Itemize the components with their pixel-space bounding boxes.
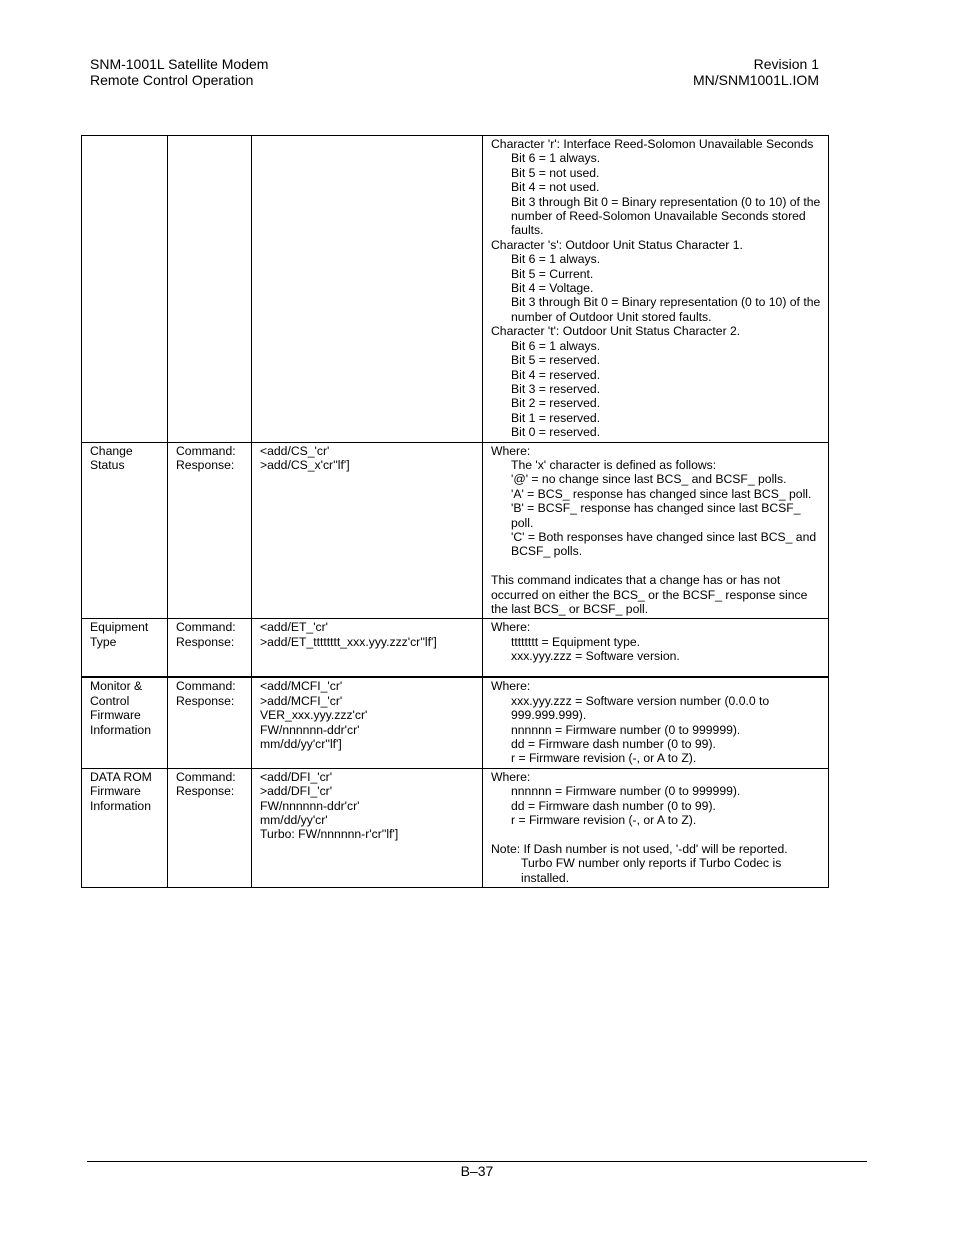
description-line: 'A' = BCS_ response has changed since last BCS_ poll. <box>511 486 812 501</box>
doc-section: Remote Control Operation <box>90 72 254 88</box>
command-syntax: <add/ET_'cr' <box>260 620 328 635</box>
description-line: xxx.yyy.zzz = Software version number (0.0.0 to 999.999.999). <box>511 693 770 723</box>
syntax-cell <box>252 619 483 678</box>
description-line: nnnnnn = Firmware number (0 to 999999). <box>511 784 741 799</box>
response-label: Response: <box>176 634 235 649</box>
page-number: B–37 <box>460 1163 494 1179</box>
description-cell <box>483 768 829 887</box>
description-line: Bit 3 = reserved. <box>511 381 601 396</box>
command-syntax: <add/MCFI_'cr' <box>260 679 343 694</box>
response-syntax: >add/MCFI_'cr' <box>260 693 343 708</box>
command-label: Command: <box>176 769 236 784</box>
description-line: 'B' = BCSF_ response has changed since last BCSF_ poll. <box>511 501 801 530</box>
description-line: Where: <box>491 769 531 784</box>
description-line: 'C' = Both responses have changed since last BCS_ and BCSF_ polls. <box>511 529 817 559</box>
description-line: Bit 3 through Bit 0 = Binary representation (0 to 10) of the number of Reed-Solomon Unavailable Seconds stored faults. <box>511 194 821 238</box>
description-line: Bit 4 = Voltage. <box>511 281 594 296</box>
response-label: Response: <box>176 784 235 799</box>
description-cell <box>483 677 829 768</box>
description-line: Where: <box>491 620 531 635</box>
description-line: nnnnnn = Firmware number (0 to 999999). <box>511 722 741 737</box>
description-line: Bit 3 through Bit 0 = Binary representation (0 to 10) of the number of Outdoor Unit stored faults. <box>511 295 821 324</box>
syntax-cell <box>252 768 483 887</box>
parameter-name: Change <box>90 443 133 458</box>
description-line: Where: <box>491 679 531 694</box>
spacer <box>491 827 824 841</box>
description-line: Bit 5 = not used. <box>511 165 600 180</box>
command-syntax: <add/CS_'cr' <box>260 443 330 458</box>
table-row <box>82 136 829 443</box>
parameter-name-cell <box>82 136 168 443</box>
parameter-name-cell <box>82 619 168 678</box>
doc-title: SNM-1001L Satellite Modem <box>90 56 269 72</box>
response-syntax: mm/dd/yy'cr' <box>260 813 328 828</box>
table-row <box>82 677 829 768</box>
description-line: Bit 6 = 1 always. <box>511 252 601 267</box>
doc-revision: Revision 1 <box>753 56 819 72</box>
description-line: dd = Firmware dash number (0 to 99). <box>511 798 716 813</box>
description-line: Bit 6 = 1 always. <box>511 338 601 353</box>
parameter-name-cell <box>82 442 168 619</box>
response-label: Response: <box>176 693 235 708</box>
description-line: Bit 5 = reserved. <box>511 353 601 368</box>
label-cell <box>168 136 252 443</box>
description-line: Where: <box>491 443 531 458</box>
command-label: Command: <box>176 443 236 458</box>
description-cell <box>483 136 829 443</box>
parameter-name: Information <box>90 722 151 737</box>
response-syntax: Turbo: FW/nnnnnn-r'cr''lf'] <box>260 827 399 842</box>
header-right <box>693 56 819 88</box>
parameter-name-cell <box>82 768 168 887</box>
description-line: r = Firmware revision (-, or A to Z). <box>511 751 697 766</box>
description-cell <box>483 619 829 678</box>
command-label: Command: <box>176 620 236 635</box>
label-cell <box>168 442 252 619</box>
label-cell <box>168 619 252 678</box>
description-line: Bit 5 = Current. <box>511 266 594 281</box>
syntax-cell <box>252 442 483 619</box>
label-cell <box>168 768 252 887</box>
description-line: Character 't': Outdoor Unit Status Character 2. <box>491 324 741 339</box>
note-line: Turbo FW number only reports if Turbo Codec is installed. <box>521 856 782 885</box>
description-line: '@' = no change since last BCS_ and BCSF_ polls. <box>511 472 787 487</box>
description-line: Bit 1 = reserved. <box>511 410 601 425</box>
response-syntax: >add/CS_x'cr''lf'] <box>260 457 350 472</box>
description-line: xxx.yyy.zzz = Software version. <box>511 649 680 664</box>
parameter-name: Control <box>90 693 130 708</box>
parameter-name: Type <box>90 634 117 649</box>
response-label: Response: <box>176 457 235 472</box>
parameter-name: Status <box>90 457 125 472</box>
parameter-name-cell <box>82 677 168 768</box>
parameter-name: Monitor & <box>90 679 143 694</box>
description-line: The 'x' character is defined as follows: <box>511 457 717 472</box>
response-syntax: mm/dd/yy'cr''lf'] <box>260 737 342 752</box>
spacer <box>491 559 824 573</box>
response-syntax: FW/nnnnnn-ddr'cr' <box>260 798 360 813</box>
description-line: Bit 6 = 1 always. <box>511 151 601 166</box>
command-syntax: <add/DFI_'cr' <box>260 769 333 784</box>
parameter-name: DATA ROM <box>90 769 152 784</box>
syntax-cell <box>252 136 483 443</box>
command-table <box>81 135 829 888</box>
parameter-name: Equipment <box>90 620 149 635</box>
parameter-name: Firmware <box>90 784 141 799</box>
description-cell <box>483 442 829 619</box>
response-syntax: FW/nnnnnn-ddr'cr' <box>260 722 360 737</box>
table-row <box>82 768 829 887</box>
description-line: tttttttt = Equipment type. <box>511 634 641 649</box>
command-label: Command: <box>176 679 236 694</box>
header-left <box>90 56 268 88</box>
table-row <box>82 442 829 619</box>
response-syntax: >add/ET_tttttttt_xxx.yyy.zzz'cr''lf'] <box>260 634 437 649</box>
description-line: Bit 2 = reserved. <box>511 396 601 411</box>
table-row <box>82 619 829 678</box>
description-line: Bit 4 = reserved. <box>511 367 601 382</box>
syntax-cell <box>252 677 483 768</box>
description-line: Bit 0 = reserved. <box>511 425 601 440</box>
parameter-name: Firmware <box>90 708 141 723</box>
label-cell <box>168 677 252 768</box>
description-line: Character 'r': Interface Reed-Solomon Unavailable Seconds <box>491 137 814 151</box>
description-line: dd = Firmware dash number (0 to 99). <box>511 737 716 752</box>
response-syntax: VER_xxx.yyy.zzz'cr' <box>260 708 368 723</box>
description-line: This command indicates that a change has or has not occurred on either the BCS_ or the BCSF_ response since the last BCS_ or BCSF_ poll. <box>491 573 808 616</box>
footer-divider <box>87 1161 867 1162</box>
response-syntax: >add/DFI_'cr' <box>260 784 333 799</box>
parameter-name: Information <box>90 798 151 813</box>
note-line: Note: If Dash number is not used, '-dd' will be reported. <box>491 841 788 856</box>
doc-number: MN/SNM1001L.IOM <box>692 72 819 88</box>
description-line: Bit 4 = not used. <box>511 180 600 195</box>
description-line: Character 's': Outdoor Unit Status Character 1. <box>491 237 743 252</box>
description-line: r = Firmware revision (-, or A to Z). <box>511 813 697 828</box>
